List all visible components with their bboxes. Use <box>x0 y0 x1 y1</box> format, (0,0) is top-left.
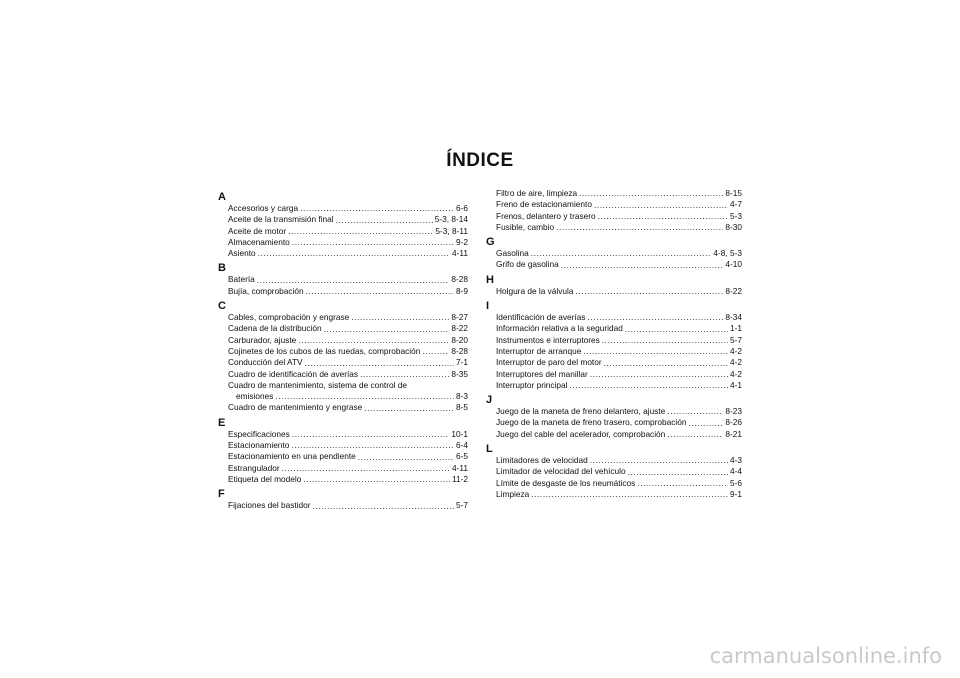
entry-text: Filtro de aire, limpieza <box>496 188 578 198</box>
dot-leader <box>313 501 454 512</box>
index-entry <box>486 466 742 477</box>
entry-text: Límite de desgaste de los neumáticos <box>496 477 636 488</box>
dot-leader <box>257 275 450 286</box>
entry-page: 9-1 <box>730 488 742 499</box>
index-entry <box>486 369 742 380</box>
entry-text: Juego del cable del acelerador, comprobación <box>496 428 666 439</box>
entry-page: 5-7 <box>456 500 468 511</box>
dot-leader <box>324 324 450 335</box>
dot-leader <box>583 346 728 357</box>
dot-leader <box>531 248 712 259</box>
index-entry <box>486 335 742 346</box>
entry-page: 5-7 <box>730 334 742 345</box>
entry-page: 7-1 <box>456 357 468 368</box>
dot-leader <box>667 429 723 440</box>
entry-page: 4-4 <box>730 466 742 477</box>
dot-leader <box>531 489 728 500</box>
section-letter: H <box>486 273 494 286</box>
entry-text: Interruptor principal <box>496 379 568 390</box>
dot-leader <box>305 358 454 369</box>
entry-text: Gasolina <box>496 248 529 259</box>
index-entry <box>218 391 468 402</box>
entry-text: Asiento <box>228 248 256 259</box>
entry-text: Aceite de motor <box>228 225 287 236</box>
index-entry <box>486 455 742 466</box>
index-entry <box>218 429 468 440</box>
entry-page: 8-28 <box>451 345 468 356</box>
index-entry <box>486 312 742 323</box>
entry-text: Limitadores de velocidad <box>496 455 588 466</box>
entry-page: 8-22 <box>725 285 742 296</box>
dot-leader <box>637 478 728 489</box>
index-entry <box>486 429 742 440</box>
index-column-left <box>218 188 468 512</box>
entry-page: 8-30 <box>725 221 742 232</box>
entry-page: 8-34 <box>725 312 742 323</box>
section-letter: I <box>486 300 490 313</box>
index-entry <box>486 323 742 334</box>
index-entry <box>218 203 468 214</box>
entry-page: 4-2 <box>730 357 742 368</box>
index-entry <box>486 346 742 357</box>
index-entry <box>218 357 468 368</box>
dot-leader <box>275 391 454 402</box>
entry-page: 11-2 <box>452 473 468 484</box>
dot-leader <box>336 215 433 226</box>
entry-text: Especificaciones <box>228 428 290 439</box>
entry-text: Grifo de gasolina <box>496 259 559 270</box>
index-entry <box>486 357 742 368</box>
entry-page: 8-20 <box>451 334 468 345</box>
dot-leader <box>628 467 728 478</box>
entry-text: Cojinetes de los cubos de las ruedas, comprobación <box>228 345 421 356</box>
index-entry <box>218 214 468 225</box>
dot-leader <box>598 211 728 222</box>
entry-page: 5-3, 8-11 <box>435 225 468 236</box>
dot-leader <box>575 286 723 297</box>
section-letter: B <box>218 262 226 275</box>
entry-page: 8-15 <box>725 188 742 198</box>
section-letter: G <box>486 236 495 249</box>
dot-leader <box>291 440 454 451</box>
entry-page: 8-28 <box>451 274 468 285</box>
index-column-right <box>486 188 742 500</box>
index-entry <box>486 478 742 489</box>
entry-text: Limitador de velocidad del vehículo <box>496 466 626 477</box>
index-entry <box>486 380 742 391</box>
dot-leader <box>364 403 454 414</box>
dot-leader <box>667 406 723 417</box>
entry-page: 4-1 <box>730 379 742 390</box>
dot-leader <box>300 203 454 214</box>
entry-text: Conducción del ATV <box>228 357 303 368</box>
entry-text: Carburador, ajuste <box>228 334 297 345</box>
entry-page: 4-8, 5-3 <box>713 248 742 259</box>
section-letter: F <box>218 488 225 501</box>
entry-text: Almacenamiento <box>228 236 290 247</box>
entry-page: 8-27 <box>451 312 468 323</box>
dot-leader <box>298 335 449 346</box>
index-entry <box>218 335 468 346</box>
entry-text: Instrumentos e interruptores <box>496 334 600 345</box>
entry-text: Interruptor de arranque <box>496 345 582 356</box>
entry-page: 8-35 <box>451 368 468 379</box>
entry-page: 4-2 <box>730 345 742 356</box>
section-letter: J <box>486 394 493 407</box>
dot-leader <box>292 429 450 440</box>
dot-leader <box>282 463 450 474</box>
section-letter: A <box>218 191 226 203</box>
entry-text: Estacionamiento en una pendiente <box>228 451 356 462</box>
entry-text: Frenos, delantero y trasero <box>496 210 596 221</box>
dot-leader <box>569 380 728 391</box>
dot-leader <box>303 474 450 485</box>
dot-leader <box>292 237 454 248</box>
dot-leader <box>604 358 728 369</box>
entry-text: Cables, comprobación y engrase <box>228 312 350 323</box>
dot-leader <box>587 312 723 323</box>
index-entry <box>486 286 742 297</box>
entry-text: Estacionamiento <box>228 440 290 451</box>
index-entry <box>218 369 468 380</box>
index-entry <box>486 188 742 199</box>
dot-leader <box>258 248 450 259</box>
dot-leader <box>306 286 454 297</box>
entry-text: Interruptores del manillar <box>496 368 588 379</box>
watermark: carmanualsonline.info <box>709 644 942 668</box>
entry-page: 5-6 <box>730 477 742 488</box>
dot-leader <box>590 369 728 380</box>
section-letter: E <box>218 416 226 429</box>
dot-leader <box>590 455 728 466</box>
entry-text: Limpieza <box>496 488 530 499</box>
entry-page: 8-26 <box>725 417 742 428</box>
entry-text: Cuadro de mantenimiento y engrase <box>228 402 363 413</box>
entry-text: Fijaciones del bastidor <box>228 500 311 511</box>
index-entry <box>486 222 742 233</box>
dot-leader <box>688 418 723 429</box>
entry-page: 4-10 <box>725 259 742 270</box>
index-entry <box>218 286 468 297</box>
entry-text: Accesorios y carga <box>228 203 299 213</box>
entry-page: 9-2 <box>456 236 468 247</box>
entry-text: Juego de la maneta de freno delantero, ajuste <box>496 406 666 417</box>
entry-text: Interruptor de paro del motor <box>496 357 602 368</box>
index-entry <box>218 274 468 285</box>
entry-page: 1-1 <box>730 323 742 334</box>
entry-page: 8-23 <box>725 406 742 417</box>
entry-page: 5-3 <box>730 210 742 221</box>
index-entry <box>486 259 742 270</box>
index-entry <box>218 226 468 237</box>
index-entry <box>486 417 742 428</box>
entry-page: 10-1 <box>451 428 468 439</box>
index-entry <box>218 500 468 511</box>
entry-page: 6-4 <box>456 440 468 451</box>
entry-text: Cuadro de identificación de averías <box>228 368 359 379</box>
index-entry <box>218 346 468 357</box>
entry-page: 8-5 <box>456 402 468 413</box>
index-entry: Cuadro de mantenimiento, sistema de control de <box>228 379 407 390</box>
dot-leader <box>422 346 449 357</box>
index-entry <box>218 402 468 413</box>
index-entry <box>486 199 742 210</box>
dot-leader <box>579 188 723 199</box>
dot-leader <box>556 222 723 233</box>
entry-text: Holgura de la válvula <box>496 285 574 296</box>
index-entry <box>218 451 468 462</box>
entry-text: Cadena de la distribución <box>228 323 322 334</box>
dot-leader <box>288 226 433 237</box>
index-entry <box>218 237 468 248</box>
entry-page: 4-7 <box>730 199 742 210</box>
index-entry <box>486 489 742 500</box>
entry-text: Batería <box>228 274 255 285</box>
entry-text: Aceite de la transmisión final <box>228 214 334 225</box>
entry-page: 8-9 <box>456 285 468 296</box>
entry-page: 5-3, 8-14 <box>434 214 468 225</box>
entry-page: 4-11 <box>452 462 468 473</box>
section-letter: C <box>218 300 226 313</box>
entry-page: 8-21 <box>725 428 742 439</box>
index-entry <box>218 312 468 323</box>
dot-leader <box>594 200 728 211</box>
entry-text: Freno de estacionamiento <box>496 199 592 210</box>
entry-page: 4-3 <box>730 455 742 466</box>
entry-text: Etiqueta del modelo <box>228 473 302 484</box>
section-letter: L <box>486 443 493 456</box>
dot-leader <box>351 312 449 323</box>
entry-text: Fusible, cambio <box>496 221 555 232</box>
index-entry <box>218 463 468 474</box>
page-title: ÍNDICE <box>446 150 514 171</box>
entry-page: 4-2 <box>730 368 742 379</box>
index-entry <box>218 440 468 451</box>
entry-page: 6-5 <box>456 451 468 462</box>
entry-page: 4-11 <box>452 248 468 259</box>
dot-leader <box>360 369 449 380</box>
entry-text: Identificación de averías <box>496 312 586 323</box>
dot-leader <box>602 335 728 346</box>
index-entry <box>486 248 742 259</box>
index-entry <box>486 211 742 222</box>
entry-page: 8-22 <box>451 323 468 334</box>
entry-page: 6-6 <box>456 203 468 213</box>
index-entry <box>218 474 468 485</box>
entry-text: Juego de la maneta de freno trasero, comprobación <box>496 417 687 428</box>
entry-text: Bujía, comprobación <box>228 285 304 296</box>
index-entry <box>218 323 468 334</box>
index-entry <box>218 248 468 259</box>
dot-leader <box>358 452 454 463</box>
index-entry <box>486 406 742 417</box>
entry-text: Estrangulador <box>228 462 280 473</box>
entry-text: emisiones <box>236 391 274 402</box>
dot-leader <box>625 324 728 335</box>
entry-text: Información relativa a la seguridad <box>496 323 623 334</box>
dot-leader <box>561 260 724 271</box>
entry-page: 8-3 <box>456 391 468 402</box>
